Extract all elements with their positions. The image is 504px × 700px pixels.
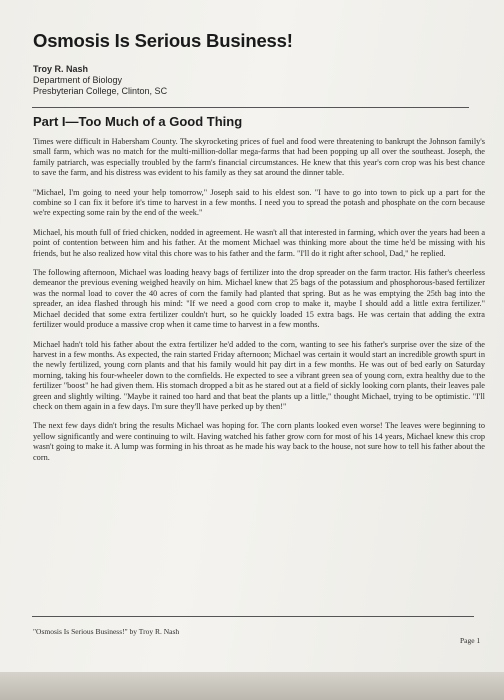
page-number: Page 1 [460, 636, 481, 645]
footer-divider [32, 616, 474, 617]
author-college: Presbyterian College, Clinton, SC [33, 86, 168, 96]
author-block [33, 64, 167, 97]
paragraph-5: Michael hadn't told his father about the extra fertilizer he'd added to the corn, wanting to see his father's surprise over the size of the harvest in a few months. As expected, the rain started Friday afternoon; Michael was certain it would start an incredible growth spurt in the newly fertilized, young corn plants and that his family would hit pay dirt in a few months. He was out of bed early on Saturday morning, taking his four-wheeler down to the cornfields. He expected to see a vibrant green sea of young corn, extra healthy due to the fertilizer "boost" he had given them. His stomach dropped a bit as he stared out at a field of sickly looking corn plants, their leaves pale green and slightly wilting. "Maybe it rained too hard and that beat the plants up a little," thought Michael, trying to be optimistic. "I'll check on them again in a few days. I'm sure they'll have perked up by then!" [33, 339, 485, 411]
footer-citation: "Osmosis Is Serious Business!" by Troy R. Nash [33, 627, 180, 636]
part-heading: Part I—Too Much of a Good Thing [33, 114, 243, 129]
author-name: Troy R. Nash [33, 64, 89, 74]
page-shadow [0, 672, 504, 700]
paragraph-3: Michael, his mouth full of fried chicken, nodded in agreement. He wasn't all that interested in farming, which over the years had been a point of contention between him and his father. At the moment Michael was thinking more about the time he'd be missing with his friends, but he also realized how vital this chore was to his father and the farm. "I'll do it right after school, Dad," he replied. [33, 227, 485, 258]
author-department: Department of Biology [33, 75, 123, 85]
document-body [33, 137, 485, 472]
paragraph-2: "Michael, I'm going to need your help tomorrow," Joseph said to his eldest son. "I have to go into town to pick up a part for the combine so I can fix it before it's time to harvest in a few months. I need you to spread the potash and phosphate on the corn because we're expecting some rain by the end of the week." [33, 187, 485, 218]
document-title: Osmosis Is Serious Business! [33, 30, 293, 51]
paragraph-4: The following afternoon, Michael was loading heavy bags of fertilizer into the drop spreader on the farm tractor. His father's cheerless demeanor the previous evening weighed heavily on him. Michael knew that 25 bags of the potassium and phosphorous-based fertilizer was the normal load to cover the 40 acres of corn the family had planted that spring. But as he was emptying the 25th bag into the spreader, an idea flashed through his mind: "If we need a good corn crop to make it, maybe I should add a little extra fertilizer." Michael decided that some extra fertilizer couldn't hurt, so he quickly loaded 15 extra bags. He was certain that adding the extra fertilizer would produce a massive crop when it came time to harvest in a few months. [33, 268, 485, 330]
paragraph-1: Times were difficult in Habersham County. The skyrocketing prices of fuel and food were threatening to bankrupt the Johnson family's small farm, which was no match for the multi-million-dollar mega-farms that had been popping up all over the southeast. Joseph, the family patriarch, was especially troubled by the farm's financial circumstances. He knew that this year's corn crop was his best chance to save the farm, and his distress was evident to his family as they sat around the dinner table. [33, 137, 485, 178]
paragraph-6: The next few days didn't bring the results Michael was hoping for. The corn plants looked even worse! The leaves were beginning to yellow significantly and were continuing to wilt. Having watched his father grow corn for most of his 14 years, Michael knew this crop wasn't going to make it. A lump was forming in his throat as he made his way back to the house, not sure how to tell his father about the corn. [33, 421, 485, 462]
header-divider [32, 107, 469, 108]
